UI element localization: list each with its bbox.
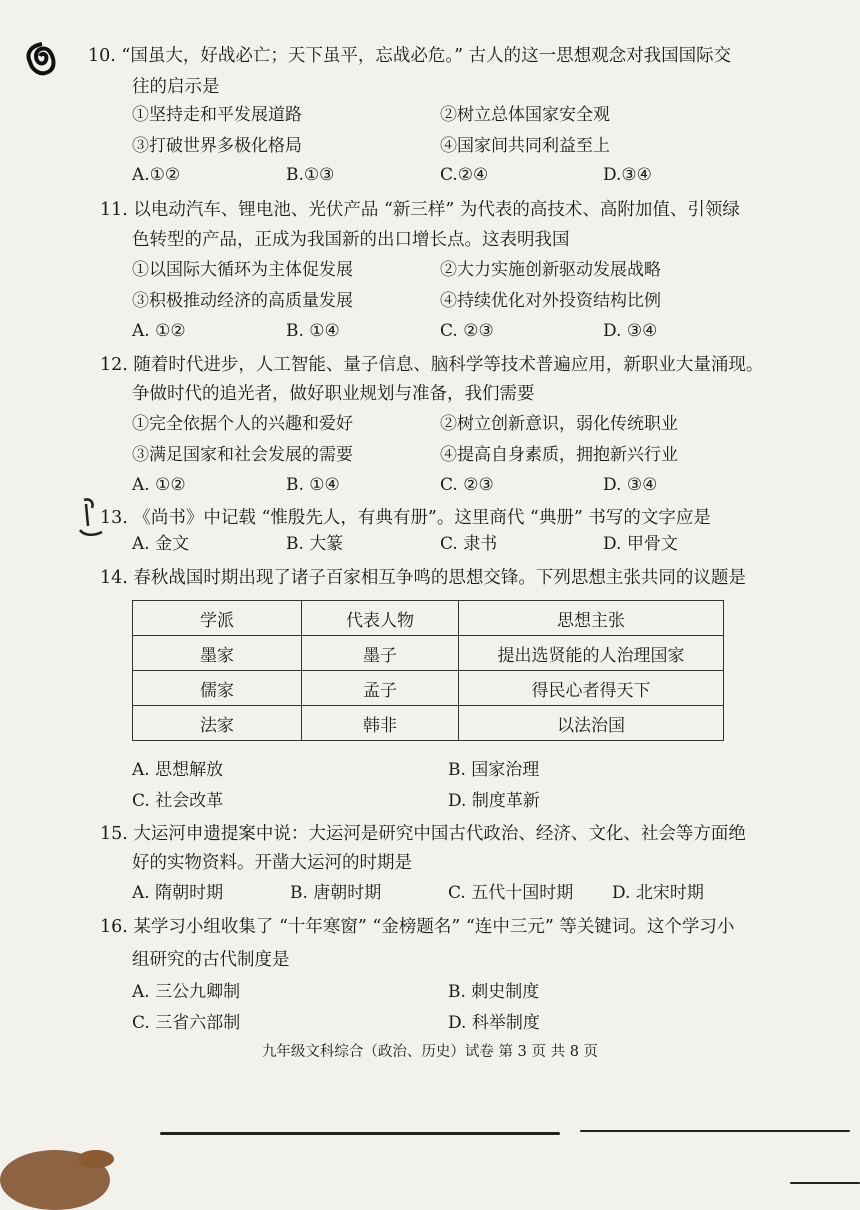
table-cell: 以法治国: [459, 706, 724, 741]
schools-table: [132, 600, 724, 741]
q15-stem-line2: 好的实物资料。开凿大运河的时期是: [132, 853, 412, 873]
q12-stem-line2: 争做时代的追光者，做好职业规划与准备，我们需要: [132, 384, 535, 404]
scan-line: [160, 1132, 560, 1135]
q13-choice-b: B. 大篆: [286, 534, 344, 554]
q16-stem-line2: 组研究的古代制度是: [132, 950, 290, 970]
scan-line: [580, 1130, 850, 1132]
q16-choice-b: B. 刺史制度: [448, 982, 540, 1002]
q13-stem-line1: 13. 《尚书》中记载 “惟殷先人，有典有册”。这里商代 “典册” 书写的文字应是: [100, 508, 711, 528]
q12-option-4: ④提高自身素质，拥抱新兴行业: [440, 445, 678, 465]
q14-choice-d: D. 制度革新: [448, 791, 540, 811]
q10-stem-line1: 10. “国虽大，好战必亡；天下虽平，忘战必危。” 古人的这一思想观念对我国国际交: [88, 46, 732, 66]
q16-choice-a: A. 三公九卿制: [132, 982, 241, 1002]
q12-option-3: ③满足国家和社会发展的需要: [132, 445, 353, 465]
q11-choice-b: B. ①④: [286, 321, 340, 341]
table-header-cell: 思想主张: [459, 601, 724, 636]
q15-choice-a: A. 隋朝时期: [132, 883, 224, 903]
q14-stem-line1: 14. 春秋战国时期出现了诸子百家相互争鸣的思想交锋。下列思想主张共同的议题是: [100, 568, 746, 588]
table-cell: 墨子: [302, 636, 459, 671]
table-cell: 法家: [133, 706, 302, 741]
q11-option-3: ③积极推动经济的高质量发展: [132, 291, 353, 311]
q11-choice-c: C. ②③: [440, 321, 494, 341]
q10-choice-d: D.③④: [603, 165, 652, 185]
table-row: [133, 671, 724, 706]
table-cell: 墨家: [133, 636, 302, 671]
page-footer: 九年级文科综合（政治、历史）试卷 第 3 页 共 8 页: [261, 1044, 599, 1060]
q12-choice-c: C. ②③: [440, 475, 494, 495]
q15-stem-line1: 15. 大运河申遗提案中说：大运河是研究中国古代政治、经济、文化、社会等方面绝: [100, 824, 746, 844]
q12-choice-b: B. ①④: [286, 475, 340, 495]
table-header-cell: 学派: [133, 601, 302, 636]
q13-choice-a: A. 金文: [132, 534, 190, 554]
q13-choice-d: D. 甲骨文: [603, 534, 678, 554]
q10-option-3: ③打破世界多极化格局: [132, 136, 302, 156]
q10-option-2: ②树立总体国家安全观: [440, 105, 610, 125]
q11-choice-a: A. ①②: [132, 321, 186, 341]
q16-choice-c: C. 三省六部制: [132, 1013, 241, 1033]
q13-choice-c: C. 隶书: [440, 534, 498, 554]
q12-choice-a: A. ①②: [132, 475, 186, 495]
q11-option-4: ④持续优化对外投资结构比例: [440, 291, 661, 311]
q12-stem-line1: 12. 随着时代进步，人工智能、量子信息、脑科学等技术普遍应用，新职业大量涌现。: [100, 355, 764, 375]
q16-stem-line1: 16. 某学习小组收集了 “十年寒窗” “金榜题名” “连中三元” 等关键词。这个学习小: [100, 917, 735, 937]
q14-choice-b: B. 国家治理: [448, 760, 540, 780]
table-cell: 孟子: [302, 671, 459, 706]
q10-choice-a: A.①②: [132, 165, 181, 185]
q11-stem-line1: 11. 以电动汽车、锂电池、光伏产品 “新三样” 为代表的高技术、高附加值、引领绿: [100, 200, 740, 220]
q14-choice-c: C. 社会改革: [132, 791, 224, 811]
table-cell: 儒家: [133, 671, 302, 706]
table-cell: 提出选贤能的人治理国家: [459, 636, 724, 671]
table-header-row: [133, 601, 724, 636]
table-cell: 得民心者得天下: [459, 671, 724, 706]
ink-scribble-top-left: [22, 40, 62, 80]
q10-choice-c: C.②④: [440, 165, 489, 185]
q15-choice-c: C. 五代十国时期: [448, 883, 574, 903]
q11-stem-line2: 色转型的产品，正成为我国新的出口增长点。这表明我国: [132, 230, 570, 250]
q11-option-2: ②大力实施创新驱动发展战略: [440, 260, 661, 280]
q10-choice-b: B.①③: [286, 165, 335, 185]
table-header-cell: 代表人物: [302, 601, 459, 636]
scan-line: [790, 1182, 860, 1184]
q12-option-2: ②树立创新意识，弱化传统职业: [440, 414, 678, 434]
ink-stain-small: [78, 1150, 114, 1168]
q10-option-1: ①坚持走和平发展道路: [132, 105, 302, 125]
q11-choice-d: D. ③④: [603, 321, 658, 341]
q14-choice-a: A. 思想解放: [132, 760, 224, 780]
q12-option-1: ①完全依据个人的兴趣和爱好: [132, 414, 353, 434]
table-cell: 韩非: [302, 706, 459, 741]
table-row: [133, 636, 724, 671]
q10-stem-line2: 往的启示是: [132, 77, 220, 97]
q16-choice-d: D. 科举制度: [448, 1013, 540, 1033]
q11-option-1: ①以国际大循环为主体促发展: [132, 260, 353, 280]
q15-choice-d: D. 北宋时期: [612, 883, 704, 903]
q10-option-4: ④国家间共同利益至上: [440, 136, 610, 156]
q12-choice-d: D. ③④: [603, 475, 658, 495]
table-row: [133, 706, 724, 741]
q15-choice-b: B. 唐朝时期: [290, 883, 382, 903]
